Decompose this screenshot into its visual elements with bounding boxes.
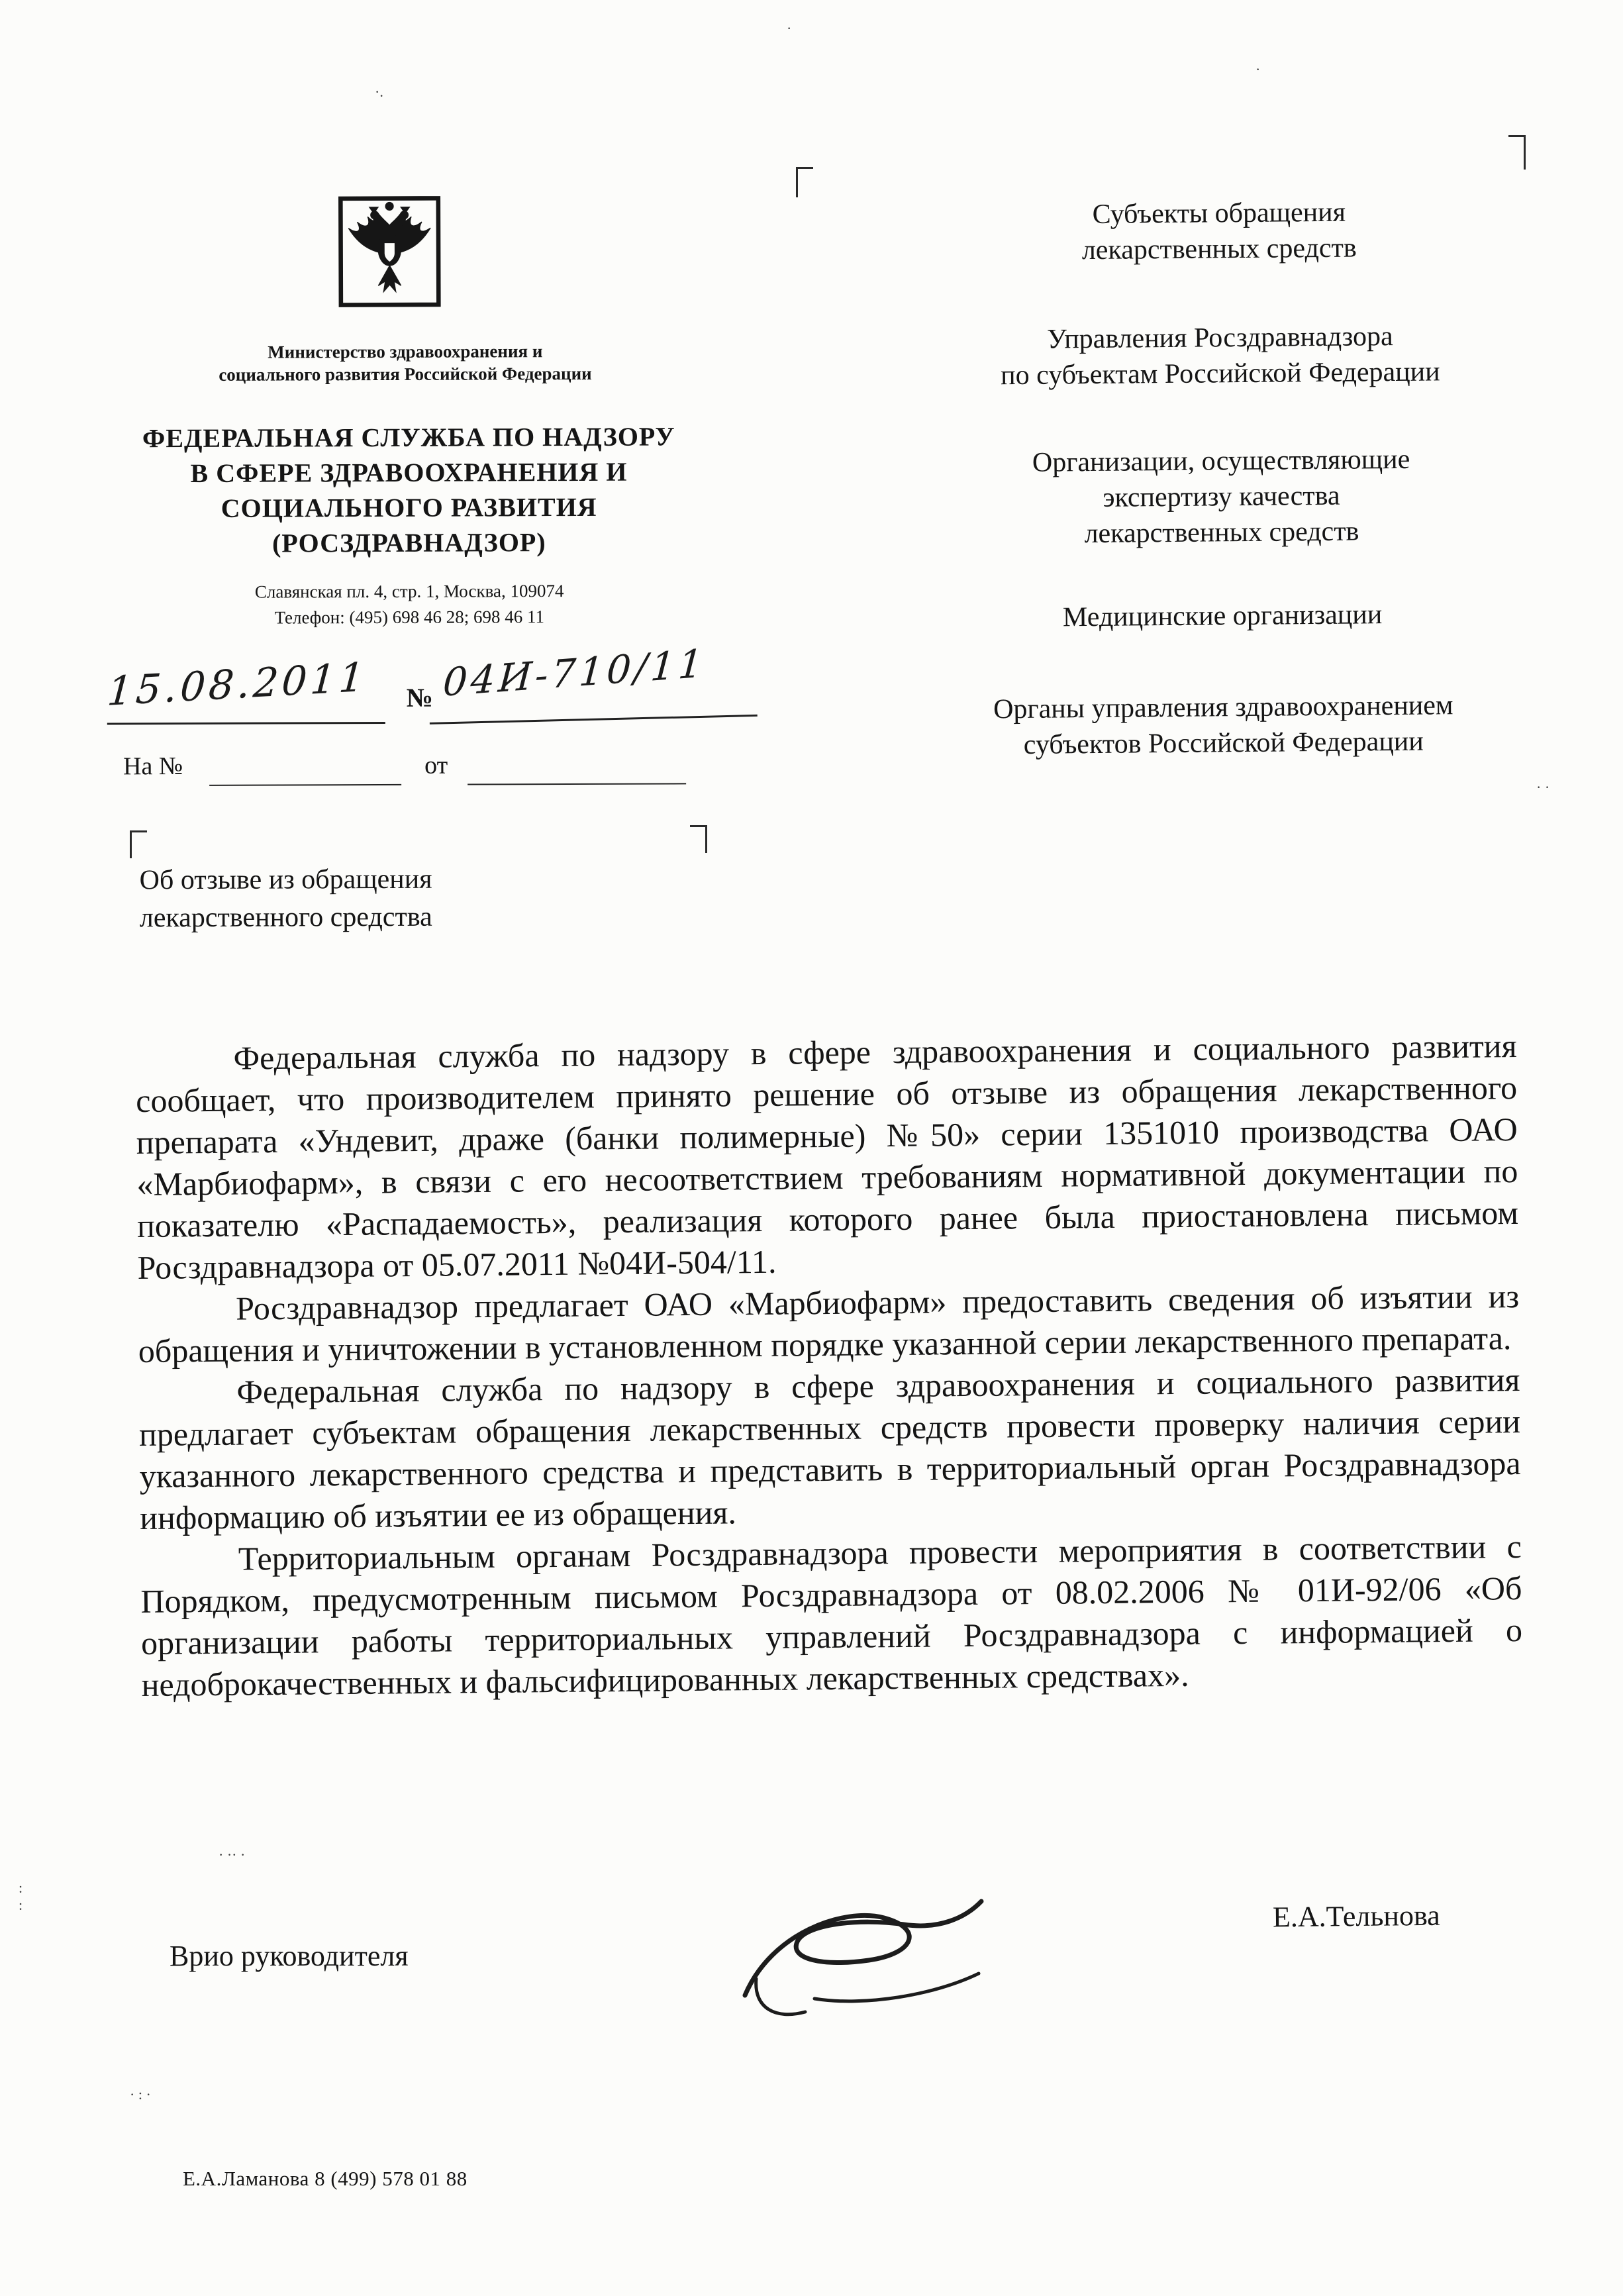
- body-paragraph: Территориальным органам Росздравнадзора провести мероприятия в соответствии с Порядком, предусмотренным письмом Росздравнадзора от 08.02.2006 № 01И-92/06 «Об организации работы территориальных управлений Росздравнадзора с информацией о недоброкачественных и фальсифицированных лекарственных средствах».: [140, 1527, 1523, 1704]
- coat-of-arms-icon: [337, 195, 442, 309]
- reference-from-label: от: [424, 751, 448, 779]
- scan-speck: ·: [1255, 61, 1261, 77]
- scan-speck: ·.: [375, 83, 383, 100]
- reference-number-underline: [209, 784, 401, 786]
- signer-title: Врио руководителя: [170, 1940, 409, 1972]
- scan-speck: · : ·: [130, 2086, 151, 2103]
- ministry-name: Министерство здравоохранения и социального развития Российской Федерации: [219, 341, 592, 385]
- handwritten-signature-icon: [715, 1879, 1000, 2035]
- org-phone: Телефон: (495) 698 46 28; 698 46 11: [274, 607, 545, 628]
- addressee-item: Организации, осуществляющие экспертизу качества лекарственных средств: [1032, 444, 1410, 550]
- fold-mark-top-center: [796, 167, 813, 197]
- scan-speck: : :: [19, 1879, 23, 1913]
- fold-mark-left: [130, 830, 147, 858]
- scan-speck: · ·: [1536, 779, 1550, 795]
- scan-speck: ·: [787, 20, 792, 36]
- addressee-item: Медицинские организации: [1062, 599, 1383, 633]
- addressee-item: Субъекты обращения лекарственных средств: [1081, 197, 1357, 266]
- letter-body: [135, 1025, 1523, 1706]
- signer-name: Е.А.Тельнова: [1272, 1899, 1440, 1934]
- org-address: Славянская пл. 4, стр. 1, Москва, 109074: [254, 581, 564, 602]
- body-paragraph: Федеральная служба по надзору в сфере здравоохранения и социального развития сообщает, что производителем принято решение об отзыве из обращения лекарственного препарата «Ундевит, драже (банки полимерные) №50» серии 1351010 производства ОАО «Марбиофарм», в связи с его несоответствием требованиям нормативной документации по показателю «Распадаемость», реализация которого ранее была приостановлена письмом Росздравнадзора от 05.07.2011 №04И-504/11.: [135, 1027, 1519, 1287]
- handwritten-date: 15.08.2011: [105, 654, 369, 715]
- fold-mark-top-right: [1508, 135, 1526, 170]
- fold-mark-middle: [690, 825, 707, 853]
- addressee-item: Управления Росздравнадзора по субъектам Российской Федерации: [1000, 321, 1440, 391]
- subject-line: Об отзыве из обращения лекарственного средства: [139, 864, 432, 934]
- number-underline: [430, 715, 758, 724]
- body-paragraph: Росздравнадзор предлагает ОАО «Марбиофарм» предоставить сведения об изъятии из обращения и уничтожении в установленном порядке указанной серии лекарственного препарата.: [138, 1277, 1520, 1370]
- date-underline: [107, 722, 385, 724]
- reference-label: На №: [123, 752, 183, 781]
- addressee-item: Органы управления здравоохранением субъектов Российской Федерации: [993, 690, 1453, 760]
- executor-contact: Е.А.Ламанова 8 (499) 578 01 88: [183, 2167, 467, 2190]
- body-paragraph: Федеральная служба по надзору в сфере здравоохранения и социального развития предлагает субъектам обращения лекарственных средств провести проверку наличия серии указанного лекарственного средства и представить в территориальный орган Росздравнадзора информацию об изъятии ее из обращения.: [138, 1360, 1521, 1537]
- scan-speck: · ·· ·: [219, 1846, 246, 1863]
- number-sign: №: [406, 682, 433, 713]
- reference-date-underline: [467, 783, 686, 785]
- service-name: ФЕДЕРАЛЬНАЯ СЛУЖБА ПО НАДЗОРУ В СФЕРЕ ЗДРАВООХРАНЕНИЯ И СОЦИАЛЬНОГО РАЗВИТИЯ (РОСЗДРАВНАДЗОР): [142, 421, 675, 558]
- handwritten-doc-number: 04И-710/11: [441, 640, 708, 705]
